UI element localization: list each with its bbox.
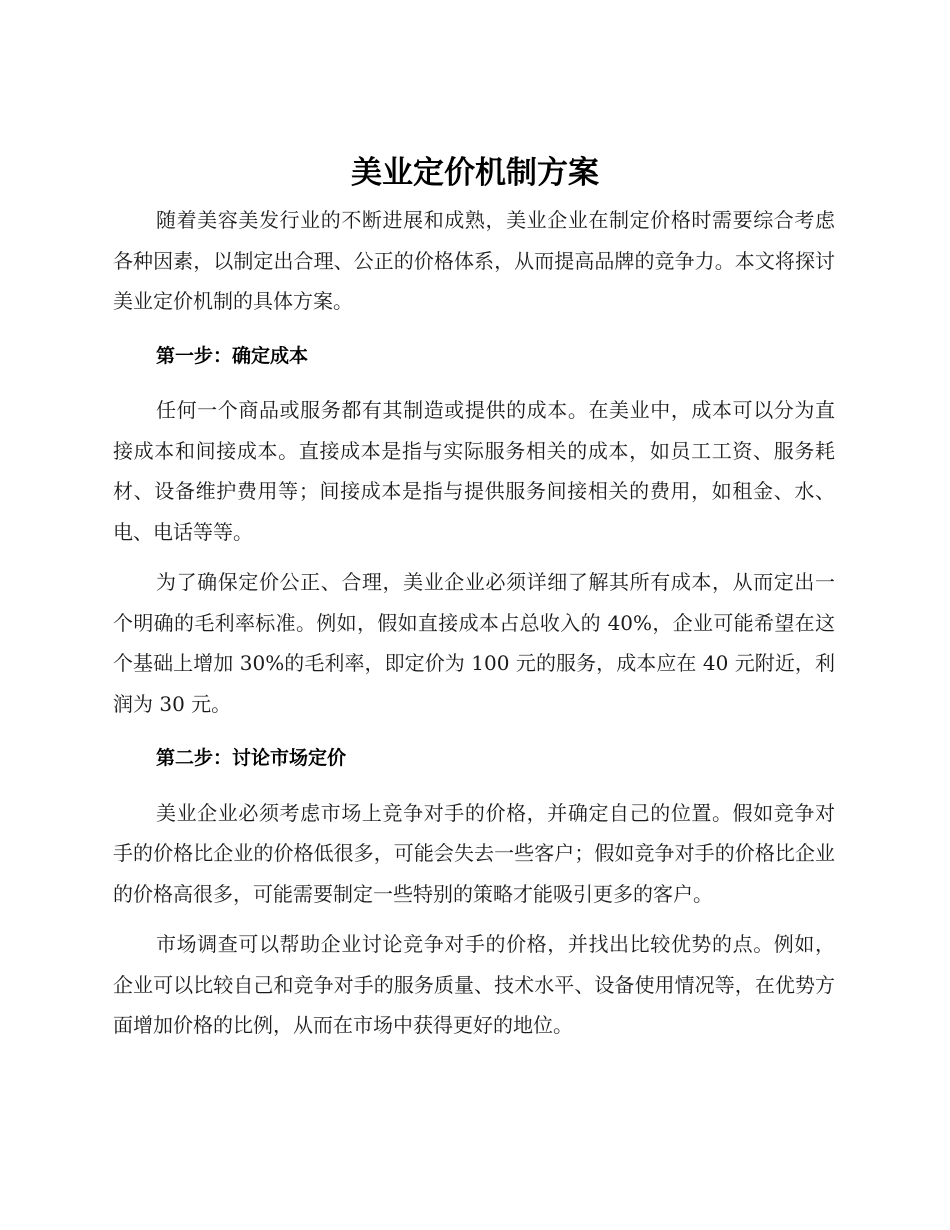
step2-paragraph-2: 市场调查可以帮助企业讨论竞争对手的价格，并找出比较优势的点。例如，企业可以比较自己和竞争对手的服务质量、技术水平、设备使用情况等，在优势方面增加价格的比例，从而在市场中获得更好的地位。 (113, 932, 835, 1037)
step2-heading: 第二步：讨论市场定价 (156, 747, 347, 769)
step1-paragraph-2: 为了确保定价公正、合理，美业企业必须详细了解其所有成本，从而定出一个明确的毛利率标准。例如，假如直接成本占总收入的 40%，企业可能希望在这个基础上增加 30%的毛利率，即定价为 100 元的服务，成本应在 40 元附近，利润为 30 元。 (113, 570, 835, 716)
document-body (113, 200, 835, 1046)
intro-paragraph: 随着美容美发行业的不断进展和成熟，美业企业在制定价格时需要综合考虑各种因素，以制定出合理、公正的价格体系，从而提高品牌的竞争力。本文将探讨美业定价机制的具体方案。 (113, 208, 835, 313)
step2-paragraph-1: 美业企业必须考虑市场上竞争对手的价格，并确定自己的位置。假如竞争对手的价格比企业的价格低很多，可能会失去一些客户；假如竞争对手的价格比企业的价格高很多，可能需要制定一些特别的策略才能吸引更多的客户。 (113, 800, 835, 906)
step1-paragraph-1: 任何一个商品或服务都有其制造或提供的成本。在美业中，成本可以分为直接成本和间接成本。直接成本是指与实际服务相关的成本，如员工工资、服务耗材、设备维护费用等；间接成本是指与提供服务间接相关的费用，如租金、水、电、电话等等。 (113, 398, 835, 544)
step1-heading: 第一步：确定成本 (156, 344, 309, 367)
page-title: 美业定价机制方案 (351, 155, 599, 191)
